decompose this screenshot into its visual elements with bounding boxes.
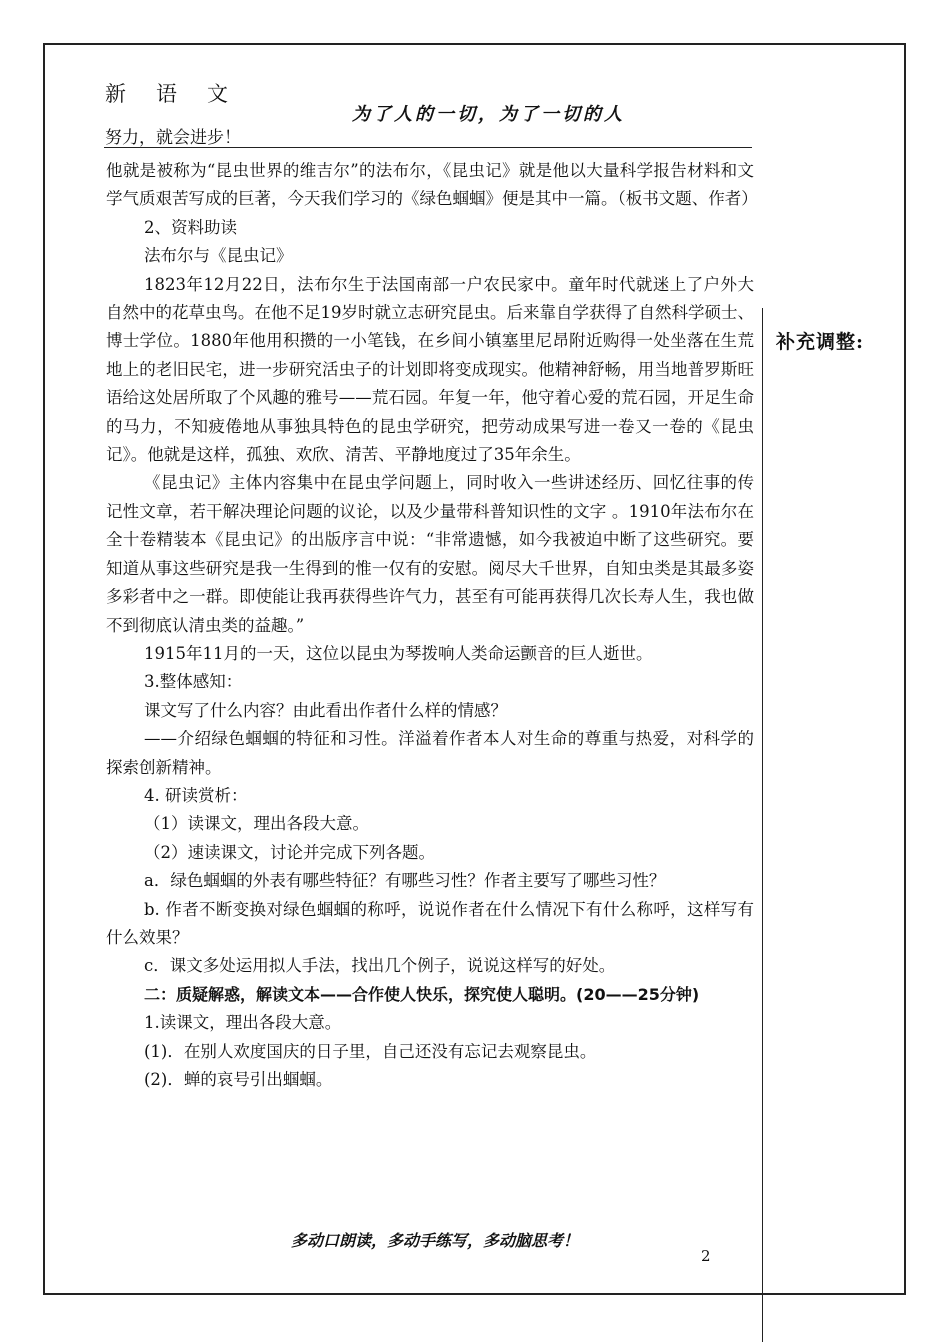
task-1: （1）读课文，理出各段大意。 xyxy=(144,814,369,834)
paragraph-book: 《昆虫记》主体内容集中在昆虫学问题上，同时收入一些讲述经历、回忆往事的传记性文章，若干解决理论问题的议论，以及少量带科普知识性的文字 。1910年法布尔在全十卷精装本《昆虫记》的出版序言中说：“非常遗憾，如今我被迫中断了这些研究。要知道从事这些研究是我一生得到的惟一仅有的安慰。阅尽大千世界，自知虫类是其最多姿多彩者中之一群。即使能让我再获得些许气力，甚至有可能再获得几次长寿人生，我也做不到彻底认清虫类的益趣。” xyxy=(106,473,754,635)
paragraph-biography: 1823年12月22日，法布尔生于法国南部一户农民家中。童年时代就迷上了户外大自然中的花草虫鸟。在他不足19岁时就立志研究昆虫。后来靠自学获得了自然科学硕士、博士学位。1880年他用积攒的一小笔钱，在乡间小镇塞里尼昂附近购得一处坐落在生荒地上的老旧民宅，进一步研究活虫子的计划即将变成现实。他精神舒畅，用当地普罗斯旺语给这处居所取了个风趣的雅号——荒石园。年复一年，他守着心爱的荒石园，开足生命的马力，不知疲倦地从事独具特色的昆虫学研究，把劳动成果写进一卷又一卷的《昆虫记》。他就是这样，孤独、欢欣、清苦、平静地度过了35年余生。 xyxy=(106,274,754,465)
task-read: 1.读课文，理出各段大意。 xyxy=(144,1013,342,1033)
section-heading-overall: 3.整体感知： xyxy=(144,672,243,692)
header-rule xyxy=(104,147,752,148)
section-heading-discussion: 二：质疑解惑，解读文本——合作使人快乐，探究使人聪明。(20——25分钟) xyxy=(144,984,700,1004)
task-2: （2）速读课文，讨论并完成下列各题。 xyxy=(144,842,435,862)
question-b: b. 作者不断变换对绿色蝈蝈的称呼，说说作者在什么情况下有什么称呼，这样写有什么效果？ xyxy=(106,899,754,947)
paragraph-intro: 他就是被称为“昆虫世界的维吉尔”的法布尔，《昆虫记》就是他以大量科学报告材料和文学气质艰苦写成的巨著，今天我们学习的《绿色蝈蝈》便是其中一篇。（板书文题、作者） xyxy=(106,161,758,209)
lesson-body xyxy=(106,157,758,1094)
question-a: a．绿色蝈蝈的外表有哪些特征？有哪些习性？作者主要写了哪些习性？ xyxy=(144,871,666,891)
header-subject-title: 新语文 xyxy=(105,82,258,106)
section-heading-analysis: 4. 研读赏析： xyxy=(144,785,248,805)
page-number: 2 xyxy=(701,1247,711,1265)
header-slogan: 为了人的一切，为了一切的人 xyxy=(352,104,625,125)
supplement-label: 补充调整: xyxy=(776,331,865,353)
summary-1: (1)．在别人欢度国庆的日子里，自己还没有忘记去观察昆虫。 xyxy=(144,1041,597,1061)
subheading-fabre: 法布尔与《昆虫记》 xyxy=(144,246,293,266)
header-motto: 努力，就会进步！ xyxy=(105,128,241,148)
answer-content: ——介绍绿色蝈蝈的特征和习性。洋溢着作者本人对生命的尊重与热爱，对科学的探索创新精神。 xyxy=(106,729,754,777)
margin-divider xyxy=(762,308,763,1342)
footer-slogan: 多动口朗读，多动手练写，多动脑思考！ xyxy=(290,1231,579,1250)
summary-2: (2)．蝉的哀号引出蝈蝈。 xyxy=(144,1070,333,1089)
paragraph-death: 1915年11月的一天，这位以昆虫为琴拨响人类命运颤音的巨人逝世。 xyxy=(144,643,653,663)
question-content: 课文写了什么内容？由此看出作者什么样的情感？ xyxy=(144,700,507,720)
question-c: c．课文多处运用拟人手法，找出几个例子，说说这样写的好处。 xyxy=(144,956,616,976)
section-heading-materials: 2、资料助读 xyxy=(144,217,237,237)
